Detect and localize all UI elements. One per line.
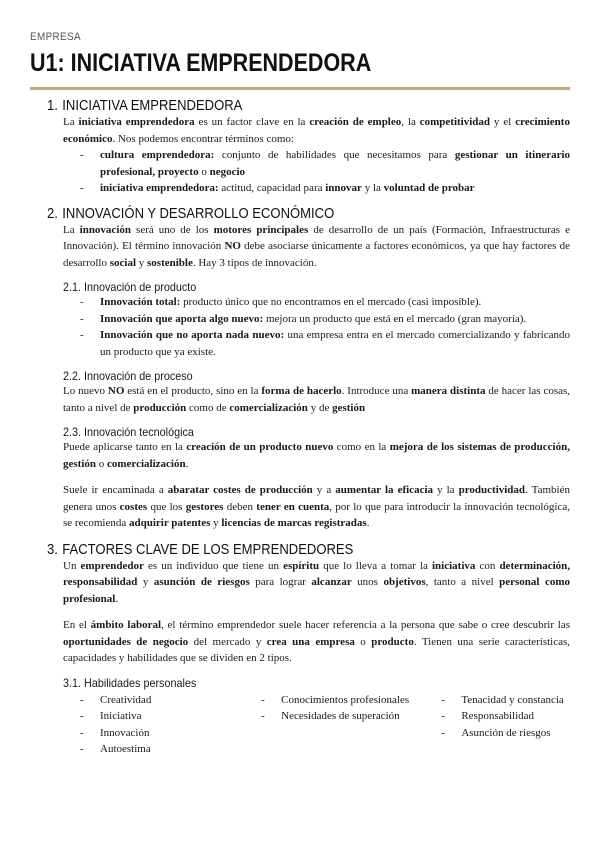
- bold-term: cultura emprendedora:: [100, 149, 215, 161]
- bold-term: gestionar un itinerario profesional, proyecto: [100, 149, 571, 178]
- list-item: - Autoestima: [80, 741, 261, 758]
- list-item: - cultura emprendedora: conjunto de habilidades que necesitamos para gestionar un itinerario profesional, proyecto o negocio: [80, 147, 570, 180]
- section-title: INNOVACIÓN Y DESARROLLO ECONÓMICO: [62, 205, 335, 222]
- bold-term: personal como profesional: [63, 576, 570, 605]
- bold-term: Innovación que aporta algo nuevo:: [100, 312, 264, 325]
- section-number: 1.: [47, 98, 58, 114]
- bold-term: motores principales: [213, 223, 309, 236]
- subsection-2-2-heading: 2.2. Innovación de proceso: [63, 369, 193, 383]
- subsection-2-3-heading: 2.3. Innovación tecnológica: [63, 425, 194, 439]
- bold-term: emprendedor: [80, 559, 144, 572]
- bold-term: iniciativa emprendedora:: [100, 182, 219, 194]
- section-1-paragraph: La iniciativa emprendedora es un factor clave en la creación de empleo, la competitividad y el crecimiento económico. Nos podemos encontrar términos como:: [63, 116, 570, 145]
- bold-term: gestores: [185, 500, 224, 513]
- bold-term: alcanzar: [311, 576, 352, 588]
- section-number: 2.: [47, 205, 58, 222]
- bold-term: creación de empleo: [309, 116, 402, 128]
- bold-term: Innovación total:: [100, 296, 181, 308]
- bold-term: mejora de los sistemas de producción, gestión: [63, 441, 570, 470]
- section-3-paragraph-1: Un emprendedor es un individuo que tiene un espíritu que lo lleva a tomar la iniciativa con determinación, responsabilidad y asunción de riesgos para lograr alcanzar unos objetivos, tanto a nivel personal como profesional.: [63, 559, 571, 605]
- skills-column-1: [80, 692, 261, 758]
- bold-term: forma de hacerlo: [261, 385, 342, 397]
- section-3-heading: [47, 542, 518, 558]
- list-item: - Innovación que no aporta nada nuevo: una empresa entra en el mercado comercializando y fabricando un producto que ya existe.: [80, 327, 570, 360]
- list-item: - Responsabilidad: [441, 708, 570, 725]
- bold-term: Innovación que no aporta nada nuevo:: [100, 329, 285, 341]
- bold-term: comercialización: [229, 401, 308, 414]
- bold-term: producción: [133, 401, 187, 414]
- list-item: - Conocimientos profesionales: [261, 692, 441, 709]
- bold-term: NO: [107, 385, 125, 397]
- page-title: U1: INICIATIVA EMPRENDEDORA: [30, 49, 372, 77]
- bold-term: NO: [224, 240, 241, 252]
- section-number: 3.: [47, 541, 58, 558]
- bold-term: productividad: [458, 484, 526, 496]
- section-title: INICIATIVA EMPRENDEDORA: [62, 98, 243, 114]
- bold-term: crecimiento económico: [63, 116, 570, 145]
- bold-term: comercialización: [107, 457, 186, 470]
- list-item: - Iniciativa: [80, 708, 261, 725]
- subsection-2-3-paragraph-2: Suele ir encaminada a abaratar costes de producción y a aumentar la eficacia y la productividad. También genera unos costes que los gestores deben tener en cuenta, por lo que para introducir la innovación tecnológica, se recomienda adquirir patentes y licencias de marcas registradas.: [63, 484, 570, 529]
- subsection-2-1-list: [80, 294, 570, 360]
- bold-term: aumentar la eficacia: [335, 484, 434, 496]
- list-item: - Innovación que aporta algo nuevo: mejora un producto que está en el mercado (gran mayoría).: [80, 311, 570, 328]
- list-item: - Creatividad: [80, 692, 261, 709]
- bold-term: tener en cuenta: [256, 500, 330, 513]
- list-item: - Innovación total: producto único que no encontramos en el mercado (casi imposible).: [80, 294, 570, 311]
- document-body: [30, 98, 570, 758]
- bold-term: iniciativa emprendedora: [78, 116, 195, 128]
- subsection-2-2-paragraph: Lo nuevo NO está en el producto, sino en la forma de hacerlo. Introduce una manera distinta de hacer las cosas, tanto a nivel de producción como de comercialización y de gestión: [63, 385, 571, 414]
- section-1-list: [80, 147, 570, 197]
- skills-column-3: [441, 692, 570, 758]
- bold-term: producto: [371, 635, 414, 648]
- bold-term: asunción de riesgos: [153, 576, 250, 588]
- list-item: - Innovación: [80, 725, 261, 742]
- bold-term: licencias de marcas registradas: [221, 517, 367, 529]
- skills-column-2: [261, 692, 441, 758]
- bold-term: crea una empresa: [266, 635, 355, 648]
- bold-term: voluntad de probar: [383, 182, 475, 194]
- subsection-2-1-heading: 2.1. Innovación de producto: [63, 280, 197, 294]
- bold-term: espíritu: [283, 559, 320, 572]
- skills-columns: [80, 692, 570, 758]
- list-item: - Tenacidad y constancia: [441, 692, 570, 709]
- bold-term: innovación: [79, 223, 131, 236]
- bold-term: creación de un producto nuevo: [186, 441, 334, 453]
- bold-term: manera distinta: [411, 385, 486, 397]
- bold-term: iniciativa: [432, 559, 476, 572]
- bold-term: negocio: [209, 165, 246, 178]
- bold-term: ámbito laboral: [90, 619, 162, 631]
- bold-term: oportunidades de negocio: [63, 635, 189, 648]
- subsection-2-3-paragraph-1: Puede aplicarse tanto en la creación de un producto nuevo como en la mejora de los sistemas de producción, gestión o comercialización.: [63, 441, 570, 470]
- bold-term: competitividad: [419, 116, 491, 128]
- section-title: FACTORES CLAVE DE LOS EMPRENDEDORES: [62, 541, 354, 558]
- bold-term: adquirir patentes: [128, 517, 211, 529]
- subject-label: EMPRESA: [30, 31, 81, 43]
- bold-term: determinación, responsabilidad: [63, 559, 571, 588]
- bold-term: innovar: [325, 182, 362, 194]
- bold-term: objetivos: [383, 576, 426, 588]
- list-item: - Necesidades de superación: [261, 708, 441, 725]
- subsection-3-1-heading: 3.1. Habilidades personales: [63, 675, 197, 690]
- section-2-heading: [47, 206, 518, 222]
- bold-term: costes: [119, 500, 148, 513]
- list-item: - iniciativa emprendedora: actitud, capacidad para innovar y la voluntad de probar: [80, 180, 570, 197]
- bold-term: social: [109, 256, 137, 269]
- bold-term: gestión: [332, 401, 366, 414]
- list-item: - Asunción de riesgos: [441, 725, 570, 742]
- title-divider: [30, 87, 570, 90]
- section-2-paragraph: La innovación será uno de los motores principales de desarrollo de un país (Formación, Infraestructuras e Innovación). El término innovación NO debe asociarse únicamente a factores económicos, ya que hay factores de desarrollo social y sostenible. Hay 3 tipos de innovación.: [63, 223, 570, 269]
- section-1-heading: [47, 98, 518, 114]
- bold-term: abaratar costes de producción: [167, 484, 313, 496]
- bold-term: sostenible: [147, 256, 193, 269]
- section-3-paragraph-2: En el ámbito laboral, el término emprendedor suele hacer referencia a la persona que sabe o cree descubrir las oportunidades de negocio del mercado y crea una empresa o producto. Tienen una serie características, capacidades y habilidades que se dividen en 2 tipos.: [63, 619, 571, 664]
